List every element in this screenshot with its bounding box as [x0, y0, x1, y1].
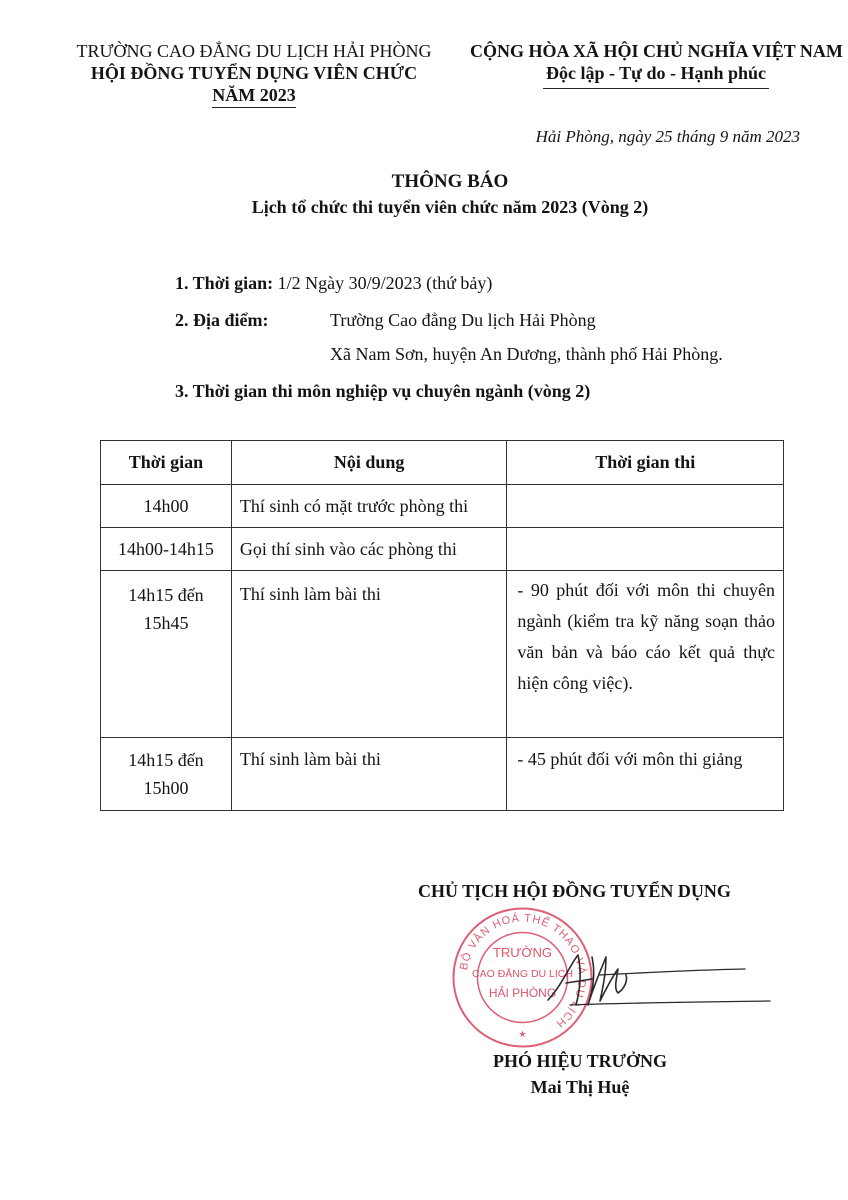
nation-name: CỘNG HÒA XÃ HỘI CHỦ NGHĨA VIỆT NAM — [470, 41, 843, 61]
header-duration: Thời gian thi — [507, 441, 784, 485]
table-row — [101, 571, 784, 738]
signer-position: PHÓ HIỆU TRƯỞNG — [492, 1051, 667, 1071]
document-title: THÔNG BÁO — [391, 171, 509, 192]
exam-date-label: 1. Thời gian: — [175, 273, 274, 293]
row-time: 14h00-14h15 — [101, 528, 232, 571]
exam-date-item — [175, 273, 492, 294]
table-row — [101, 528, 784, 571]
council-year: NĂM 2023 — [212, 84, 296, 108]
national-header — [470, 40, 842, 89]
row-duration — [507, 485, 784, 528]
row-duration — [507, 528, 784, 571]
exam-schedule-heading: 3. Thời gian thi môn nghiệp vụ chuyên ngành (vòng 2) — [175, 381, 591, 401]
row-content: Gọi thí sinh vào các phòng thi — [231, 528, 507, 571]
seal-line-3: HẢI PHÒNG — [488, 986, 557, 1000]
issue-date: Hải Phòng, ngày 25 tháng 9 năm 2023 — [535, 127, 800, 146]
table-row — [101, 485, 784, 528]
row-duration: - 45 phút đối với môn thi giảng — [507, 738, 784, 811]
row-duration: - 90 phút đối với môn thi chuyên ngành (kiểm tra kỹ năng soạn thảo văn bản và báo cáo kết quả thực hiện công việc). — [507, 571, 784, 738]
header-time: Thời gian — [101, 441, 232, 485]
row-content: Thí sinh làm bài thi — [231, 738, 507, 811]
seal-ring-text: BỘ VĂN HOÁ THỂ THAO VÀ DU LỊCH — [457, 912, 588, 1031]
location-label: 2. Địa điểm: — [175, 310, 269, 330]
exam-date-value: 1/2 Ngày 30/9/2023 (thứ bảy) — [277, 273, 493, 293]
row-time: 14h15 đến 15h45 — [101, 571, 232, 738]
signer-title: CHỦ TỊCH HỘI ĐỒNG TUYỂN DỤNG — [418, 881, 731, 901]
seal-line-1: TRƯỜNG — [492, 945, 553, 960]
exam-schedule-table — [100, 440, 784, 811]
national-motto: Độc lập - Tự do - Hạnh phúc — [545, 63, 767, 83]
issuer-header — [40, 40, 468, 108]
header-content: Nội dung — [231, 441, 507, 485]
handwritten-signature — [540, 945, 780, 1020]
signer-name: Mai Thị Huệ — [530, 1077, 630, 1097]
location-line-1: Trường Cao đẳng Du lịch Hải Phòng — [330, 310, 596, 330]
document-subtitle-text: Lịch tổ chức thi tuyển viên chức năm 2023 (Vòng 2) — [251, 197, 649, 217]
document-subtitle — [0, 197, 848, 218]
row-time: 14h15 đến 15h00 — [101, 738, 232, 811]
row-content: Thí sinh làm bài thi — [231, 571, 507, 738]
school-name: TRƯỜNG CAO ĐẲNG DU LỊCH HẢI PHÒNG — [76, 41, 432, 61]
seal-line-2: CAO ĐẲNG DU LỊCH — [472, 968, 573, 980]
motto-underline — [543, 88, 769, 89]
row-time: 14h00 — [101, 485, 232, 528]
council-name: HỘI ĐỒNG TUYỂN DỤNG VIÊN CHỨC — [90, 63, 418, 83]
table-header-row — [101, 441, 784, 485]
star-icon: ★ — [518, 1029, 527, 1039]
row-content: Thí sinh có mặt trước phòng thi — [231, 485, 507, 528]
table-row — [101, 738, 784, 811]
location-line-2: Xã Nam Sơn, huyện An Dương, thành phố Hải Phòng. — [330, 344, 723, 364]
